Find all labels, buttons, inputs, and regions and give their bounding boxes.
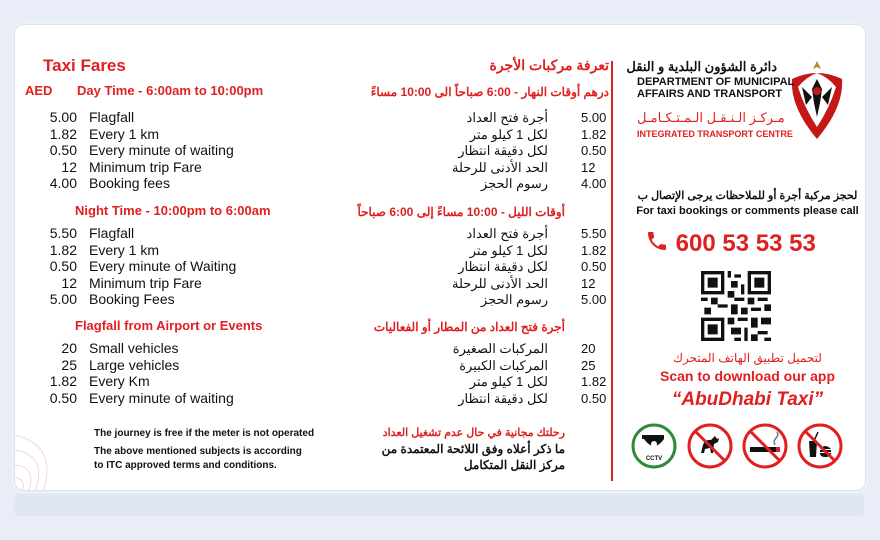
fare-label-en: Every minute of waiting <box>89 142 234 158</box>
day-row-ar <box>435 176 610 192</box>
fare-label-ar: الحد الأدنى للرحلة <box>451 159 548 175</box>
divider-line <box>611 61 613 481</box>
fare-label-ar: لكل دقيقة انتظار <box>458 259 548 274</box>
fare-value-ar: 12 <box>581 159 596 175</box>
fare-label-ar: رسوم الحجز <box>480 292 548 307</box>
night-heading-en: Night Time - 10:00pm to 6:00am <box>75 203 271 218</box>
booking-text-en: For taxi bookings or comments please call <box>636 205 859 217</box>
day-heading-ar: درهم أوقات النهار - 6:00 صباحاً الى 10:00 مساءً <box>370 85 609 99</box>
dept-name-en-1: DEPARTMENT OF MUNICIPAL <box>637 76 795 88</box>
fare-value-ar: 1.82 <box>581 374 607 389</box>
airport-heading-en: Flagfall from Airport or Events <box>75 318 263 333</box>
free-note-en: The journey is free if the meter is not operated <box>94 428 315 439</box>
terms-note-en-2: to ITC approved terms and conditions. <box>94 460 277 471</box>
ornament-decoration <box>15 415 75 491</box>
fare-label-en: Every Km <box>89 373 150 389</box>
title-ar: تعرفة مركبات الأجرة <box>489 57 609 73</box>
fare-value: 20 <box>61 340 77 356</box>
fare-value: 12 <box>61 274 77 291</box>
airport-row-ar <box>435 341 610 357</box>
terms-note-ar-1: ما ذكر أعلاه وفق اللائحة المعتمدة من <box>381 442 565 456</box>
terms-note-ar-2: مركز النقل المتكامل <box>463 458 565 472</box>
night-row-en <box>37 275 347 291</box>
fare-value-ar: 1.82 <box>581 126 607 142</box>
fare-label-ar: لكل 1 كيلو متر <box>469 126 548 142</box>
fare-value-ar: 5.00 <box>581 110 607 125</box>
night-row-en <box>37 258 347 274</box>
falcon-emblem-icon <box>784 57 850 143</box>
cctv-label: CCTV <box>645 456 663 462</box>
night-row-en <box>37 291 347 307</box>
fare-value: 4.00 <box>49 175 77 191</box>
fare-label-en: Every 1 km <box>89 241 160 258</box>
dept-name-ar: دائرة الشؤون البلدية و النقل <box>626 59 777 74</box>
fare-value: 12 <box>61 158 77 175</box>
no-food-drink-icon <box>797 423 843 469</box>
no-smoking-icon <box>742 423 788 469</box>
download-text-ar: لتحميل تطبيق الهاتف المتحرك <box>673 351 822 365</box>
day-row-en <box>37 126 347 142</box>
terms-note-en-1: The above mentioned subjects is according <box>94 446 302 457</box>
fare-value: 0.50 <box>49 142 77 158</box>
fare-label-en: Every minute of Waiting <box>89 258 237 274</box>
dept-name-en-2: AFFAIRS AND TRANSPORT <box>637 88 783 100</box>
download-text-en: Scan to download our app <box>660 368 835 384</box>
fare-value-ar: 20 <box>581 341 596 356</box>
day-row-en <box>37 159 347 175</box>
airport-row-en <box>37 373 347 389</box>
fare-label-ar: أجرة فتح العداد <box>466 226 548 241</box>
fare-label-en: Booking Fees <box>89 291 175 307</box>
night-heading-ar: أوقات الليل - 10:00 مساءً إلى 6:00 صباحاً <box>357 205 565 219</box>
fare-value: 0.50 <box>49 389 77 406</box>
fare-label-en: Every 1 km <box>89 125 160 142</box>
fare-value-ar: 5.50 <box>581 226 607 241</box>
fare-value: 1.82 <box>49 241 77 258</box>
fare-label-en: Minimum trip Fare <box>89 158 202 175</box>
fare-label-ar: لكل دقيقة انتظار <box>458 390 548 406</box>
fare-label-ar: أجرة فتح العداد <box>466 110 548 125</box>
fare-value-ar: 5.00 <box>581 292 607 307</box>
airport-row-en <box>37 390 347 406</box>
airport-row-ar <box>435 358 610 374</box>
app-name: “AbuDhabi Taxi” <box>671 389 824 410</box>
fare-label-ar: المركبات الكبيرة <box>459 357 548 373</box>
fare-value: 5.50 <box>49 225 77 241</box>
night-row-ar <box>435 276 610 292</box>
day-row-en <box>37 109 347 125</box>
currency-label: AED <box>25 83 53 98</box>
night-row-en <box>37 242 347 258</box>
fare-value: 1.82 <box>49 373 77 389</box>
fare-label-ar: الحد الأدنى للرحلة <box>451 275 548 291</box>
fare-label-en: Flagfall <box>89 109 135 125</box>
day-row-en <box>37 175 347 191</box>
fare-value-ar: 0.50 <box>581 390 607 406</box>
night-row-ar <box>435 292 610 308</box>
night-row-ar <box>435 259 610 275</box>
fare-card <box>14 24 866 491</box>
fare-label-ar: لكل 1 كيلو متر <box>469 374 548 389</box>
airport-row-ar <box>435 374 610 390</box>
fare-label-en: Small vehicles <box>89 340 179 356</box>
fare-value: 5.00 <box>49 291 77 307</box>
fare-value-ar: 4.00 <box>581 176 607 191</box>
free-note-ar: رحلتك مجانية في حال عدم تشغيل العداد <box>382 427 565 439</box>
cctv-icon <box>631 423 677 469</box>
airport-heading-ar: أجرة فتح العداد من المطار أو الفعاليات <box>373 320 565 334</box>
night-row-ar <box>435 243 610 259</box>
fare-value: 0.50 <box>49 258 77 274</box>
itc-name-ar: مـركـز الـنـقـل الـمـتـكـامـل <box>637 110 785 125</box>
day-row-en <box>37 142 347 158</box>
fare-label-en: Flagfall <box>89 225 135 241</box>
fare-value-ar: 0.50 <box>581 259 607 274</box>
fare-label-en: Minimum trip Fare <box>89 274 202 291</box>
fare-value-ar: 1.82 <box>581 242 607 258</box>
fare-label-en: Booking fees <box>89 175 170 191</box>
day-row-ar <box>435 160 610 176</box>
fare-value: 5.00 <box>49 109 77 125</box>
day-heading-en: Day Time - 6:00am to 10:00pm <box>77 83 264 98</box>
fare-value-ar: 25 <box>581 357 596 373</box>
qr-code[interactable] <box>701 271 771 341</box>
fare-label-en: Large vehicles <box>89 356 180 373</box>
airport-row-en <box>37 357 347 373</box>
itc-name-en: INTEGRATED TRANSPORT CENTRE <box>637 129 793 139</box>
fare-label-ar: لكل 1 كيلو متر <box>469 242 548 258</box>
fare-value-ar: 12 <box>581 275 596 291</box>
phone-number-text: 600 53 53 53 <box>675 230 816 257</box>
day-row-ar <box>435 127 610 143</box>
booking-text-ar: لحجز مركبة أجرة أو للملاحظات يرجى الإتصال ب <box>637 190 858 202</box>
fare-label-ar: رسوم الحجز <box>480 176 548 191</box>
fare-value: 1.82 <box>49 125 77 142</box>
phone-number[interactable] <box>645 229 816 258</box>
fare-value-ar: 0.50 <box>581 143 607 158</box>
fare-value: 25 <box>61 356 77 373</box>
fare-label-ar: المركبات الصغيرة <box>452 341 548 356</box>
day-row-ar <box>435 143 610 159</box>
fare-label-en: Every minute of waiting <box>89 389 234 406</box>
airport-row-en <box>37 340 347 356</box>
airport-row-ar <box>435 391 610 407</box>
no-pets-icon <box>687 423 733 469</box>
day-row-ar <box>435 110 610 126</box>
phone-icon <box>645 229 669 253</box>
title-en: Taxi Fares <box>43 56 126 75</box>
bottom-bar <box>14 494 864 516</box>
night-row-ar <box>435 226 610 242</box>
fare-label-ar: لكل دقيقة انتظار <box>458 143 548 158</box>
night-row-en <box>37 225 347 241</box>
